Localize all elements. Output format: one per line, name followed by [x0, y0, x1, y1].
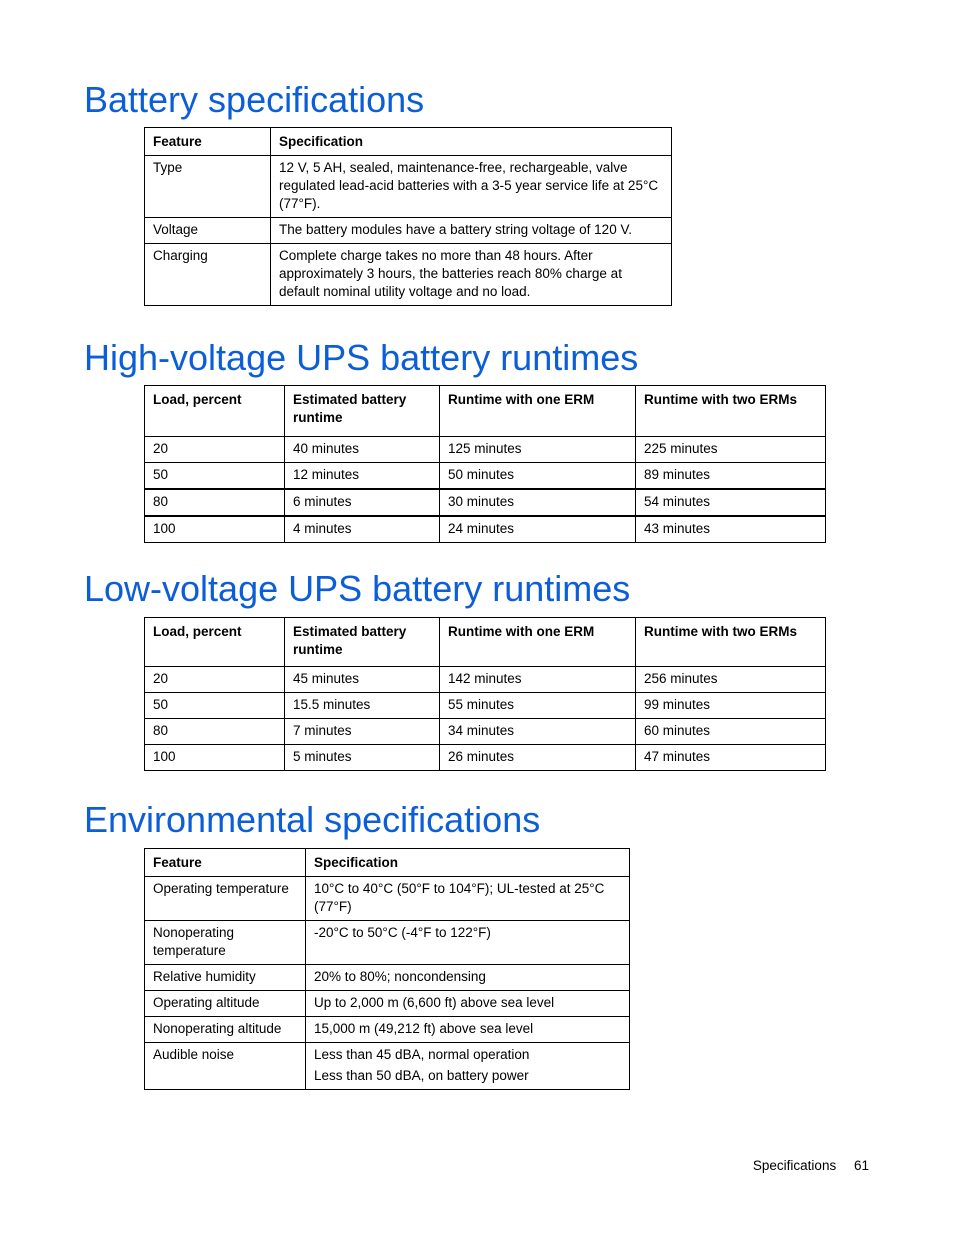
battery-specifications-heading: Battery specifications	[84, 79, 425, 120]
specification-cell	[306, 1043, 630, 1090]
table-row	[145, 1017, 630, 1043]
feature-cell: Relative humidity	[145, 965, 306, 991]
load-cell: 50	[145, 693, 285, 719]
feature-cell: Nonoperating altitude	[145, 1017, 306, 1043]
table-row	[145, 489, 826, 516]
feature-cell: Voltage	[145, 218, 271, 244]
table-row	[145, 877, 630, 921]
runtime-cell: 15.5 minutes	[285, 693, 440, 719]
low-voltage-runtimes-table	[144, 617, 826, 771]
specification-cell: 12 V, 5 AH, sealed, maintenance-free, rechargeable, valve regulated lead-acid batteries with a 3-5 year service life at 25°C (77°F).	[271, 156, 672, 218]
two-erms-cell: 60 minutes	[636, 719, 826, 745]
environmental-specifications-heading: Environmental specifications	[84, 799, 541, 840]
one-erm-cell: 30 minutes	[440, 489, 636, 516]
two-erms-cell: 47 minutes	[636, 745, 826, 771]
table-row	[145, 156, 672, 218]
specification-cell: Complete charge takes no more than 48 hours. After approximately 3 hours, the batteries reach 80% charge at default nominal utility voltage and no load.	[271, 244, 672, 306]
column-header: Feature	[145, 128, 271, 156]
feature-cell: Operating altitude	[145, 991, 306, 1017]
table-row	[145, 667, 826, 693]
specification-cell: 15,000 m (49,212 ft) above sea level	[306, 1017, 630, 1043]
one-erm-cell: 24 minutes	[440, 516, 636, 543]
column-header: Specification	[306, 849, 630, 877]
one-erm-cell: 34 minutes	[440, 719, 636, 745]
column-header: Runtime with two ERMs	[636, 618, 826, 667]
high-voltage-runtimes-table	[144, 385, 826, 543]
column-header: Estimated battery runtime	[285, 386, 440, 437]
feature-cell: Charging	[145, 244, 271, 306]
table-row	[145, 991, 630, 1017]
load-cell: 100	[145, 745, 285, 771]
one-erm-cell: 125 minutes	[440, 437, 636, 463]
high-voltage-runtimes-heading: High-voltage UPS battery runtimes	[84, 337, 639, 378]
load-cell: 20	[145, 667, 285, 693]
table-row	[145, 719, 826, 745]
runtime-cell: 40 minutes	[285, 437, 440, 463]
two-erms-cell: 43 minutes	[636, 516, 826, 543]
noise-line: Less than 50 dBA, on battery power	[314, 1068, 529, 1083]
specification-cell: The battery modules have a battery string voltage of 120 V.	[271, 218, 672, 244]
low-voltage-runtimes-heading: Low-voltage UPS battery runtimes	[84, 568, 631, 609]
table-row	[145, 516, 826, 543]
column-header: Runtime with two ERMs	[636, 386, 826, 437]
environmental-specifications-table	[144, 848, 630, 1090]
column-header: Runtime with one ERM	[440, 618, 636, 667]
footer-section-label: Specifications	[752, 1158, 837, 1173]
load-cell: 20	[145, 437, 285, 463]
column-header: Feature	[145, 849, 306, 877]
table-header-row	[145, 128, 672, 156]
page-number: 61	[853, 1158, 869, 1173]
one-erm-cell: 55 minutes	[440, 693, 636, 719]
runtime-cell: 6 minutes	[285, 489, 440, 516]
feature-cell: Type	[145, 156, 271, 218]
runtime-cell: 7 minutes	[285, 719, 440, 745]
noise-line: Less than 45 dBA, normal operation	[314, 1047, 530, 1062]
table-row	[145, 921, 630, 965]
table-header-row	[145, 618, 826, 667]
specification-cell: Up to 2,000 m (6,600 ft) above sea level	[306, 991, 630, 1017]
table-row	[145, 965, 630, 991]
load-cell: 50	[145, 463, 285, 490]
load-cell: 100	[145, 516, 285, 543]
runtime-cell: 12 minutes	[285, 463, 440, 490]
column-header: Load, percent	[145, 618, 285, 667]
runtime-cell: 5 minutes	[285, 745, 440, 771]
column-header: Estimated battery runtime	[285, 618, 440, 667]
table-row	[145, 218, 672, 244]
column-header: Specification	[271, 128, 672, 156]
one-erm-cell: 142 minutes	[440, 667, 636, 693]
two-erms-cell: 54 minutes	[636, 489, 826, 516]
table-row	[145, 1043, 630, 1090]
specification-cell: -20°C to 50°C (-4°F to 122°F)	[306, 921, 630, 965]
column-header: Load, percent	[145, 386, 285, 437]
column-header: Runtime with one ERM	[440, 386, 636, 437]
page-footer	[753, 1158, 869, 1173]
table-header-row	[145, 386, 826, 437]
two-erms-cell: 89 minutes	[636, 463, 826, 490]
table-row	[145, 745, 826, 771]
table-row	[145, 693, 826, 719]
one-erm-cell: 26 minutes	[440, 745, 636, 771]
table-header-row	[145, 849, 630, 877]
runtime-cell: 45 minutes	[285, 667, 440, 693]
feature-cell: Operating temperature	[145, 877, 306, 921]
load-cell: 80	[145, 719, 285, 745]
two-erms-cell: 99 minutes	[636, 693, 826, 719]
specification-cell: 20% to 80%; noncondensing	[306, 965, 630, 991]
table-row	[145, 463, 826, 490]
battery-specifications-table	[144, 127, 672, 306]
one-erm-cell: 50 minutes	[440, 463, 636, 490]
runtime-cell: 4 minutes	[285, 516, 440, 543]
specification-cell: 10°C to 40°C (50°F to 104°F); UL-tested at 25°C (77°F)	[306, 877, 630, 921]
two-erms-cell: 256 minutes	[636, 667, 826, 693]
feature-cell: Nonoperating temperature	[145, 921, 306, 965]
load-cell: 80	[145, 489, 285, 516]
two-erms-cell: 225 minutes	[636, 437, 826, 463]
feature-cell: Audible noise	[145, 1043, 306, 1090]
table-row	[145, 437, 826, 463]
table-row	[145, 244, 672, 306]
